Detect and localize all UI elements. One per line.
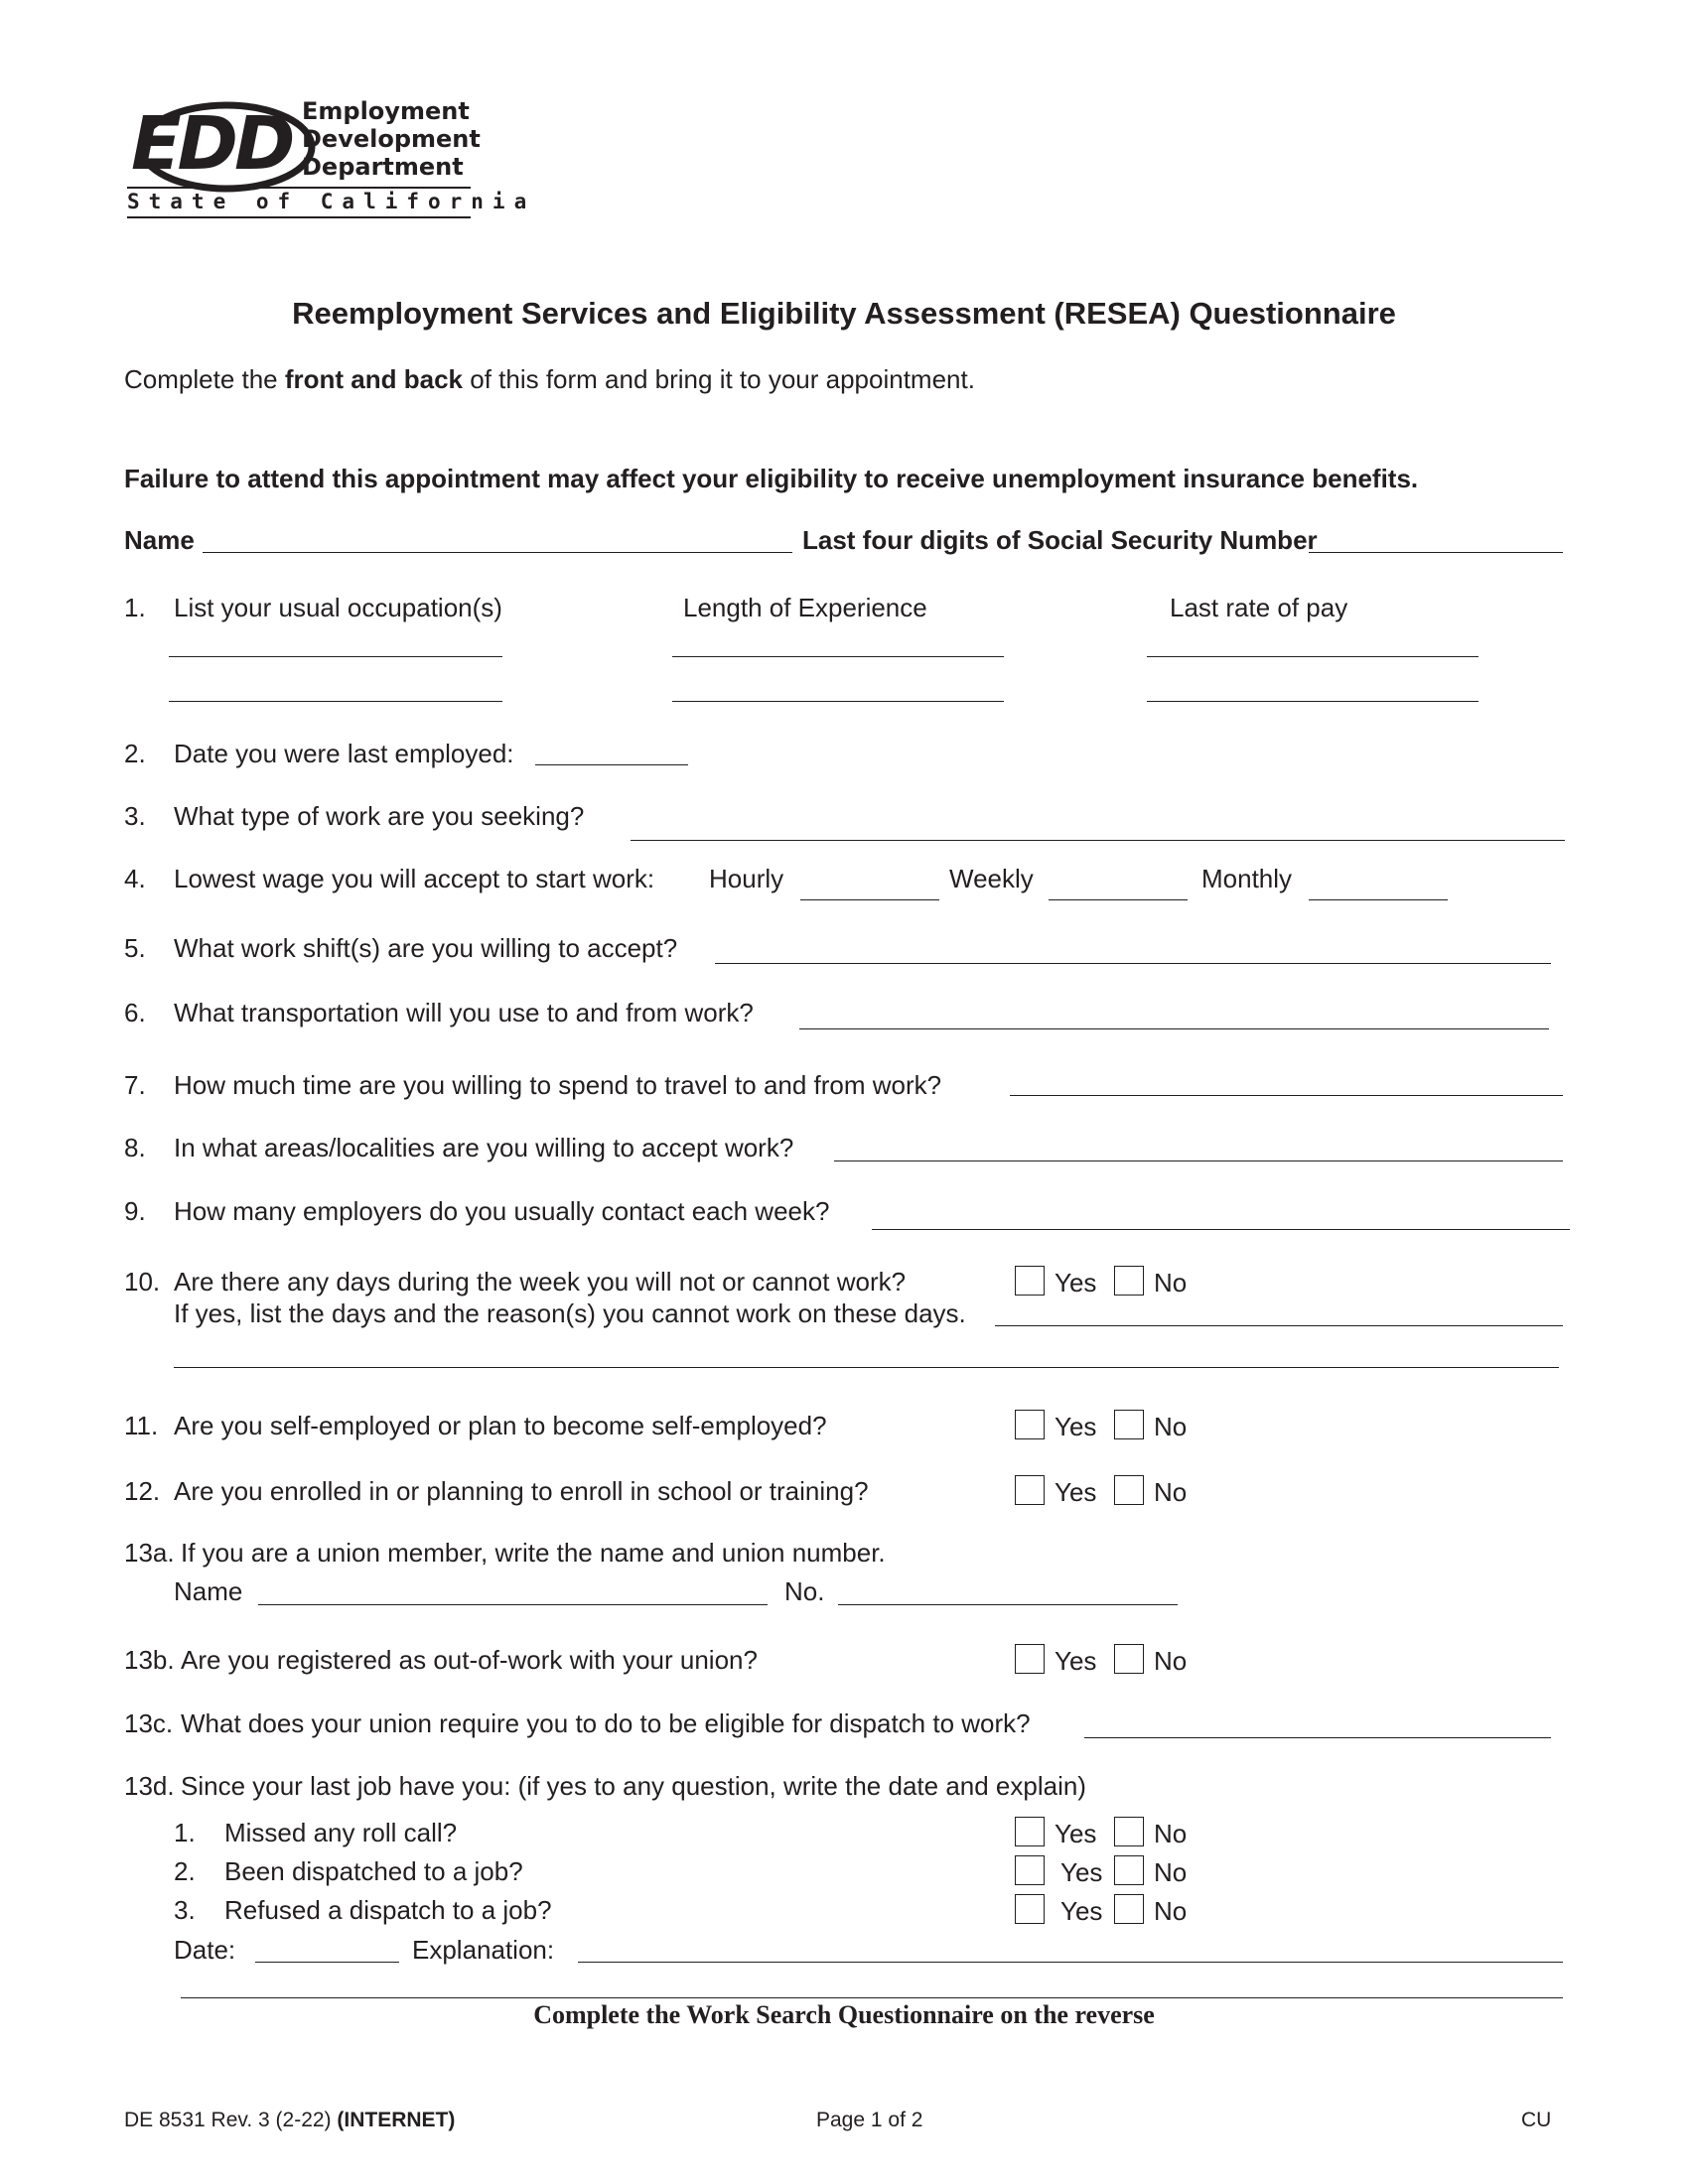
q2-number: 2. — [124, 739, 146, 768]
q10-no-checkbox[interactable] — [1114, 1266, 1144, 1296]
q12-yes-checkbox[interactable] — [1015, 1475, 1045, 1505]
q9-field[interactable] — [872, 1229, 1570, 1230]
q12-yes-label: Yes — [1055, 1477, 1097, 1507]
q3-field[interactable] — [631, 840, 1565, 841]
q13d-item-2-yes-label: Yes — [1060, 1857, 1103, 1887]
q9-number: 9. — [124, 1196, 146, 1226]
q4-hourly-field[interactable] — [800, 899, 939, 900]
logo-line-development: Development — [302, 125, 481, 153]
q13b-yes-label: Yes — [1055, 1646, 1097, 1676]
q13d-item-1-yes-checkbox[interactable] — [1015, 1817, 1045, 1846]
q13a-number: 13a. — [124, 1538, 175, 1568]
q13c-number: 13c. — [124, 1708, 174, 1738]
q11-no-label: No — [1154, 1412, 1188, 1441]
q8-field[interactable] — [834, 1160, 1563, 1161]
q4-hourly-label: Hourly — [709, 864, 784, 893]
q2-text: Date you were last employed: — [174, 739, 514, 768]
q12-no-label: No — [1154, 1477, 1188, 1507]
q4-weekly-label: Weekly — [949, 864, 1034, 893]
q13c-field[interactable] — [1084, 1737, 1551, 1738]
q7-text: How much time are you willing to spend to travel to and from work? — [174, 1070, 942, 1100]
q10-number: 10. — [124, 1267, 161, 1297]
q12-no-checkbox[interactable] — [1114, 1475, 1144, 1505]
q10-reason-field-2[interactable] — [174, 1367, 1559, 1368]
q11-number: 11. — [124, 1411, 159, 1440]
q13a-union-number-field[interactable] — [838, 1604, 1178, 1605]
q13b-no-checkbox[interactable] — [1114, 1644, 1144, 1674]
q13d-date-field[interactable] — [255, 1962, 399, 1963]
q13b-no-label: No — [1154, 1646, 1188, 1676]
q13d-number: 13d. — [124, 1771, 175, 1801]
logo-line-department: Department — [302, 153, 464, 181]
logo-line-employment: Employment — [302, 97, 470, 125]
q13d-item-3-no-checkbox[interactable] — [1114, 1894, 1144, 1924]
q13d-item-1-text: Missed any roll call? — [224, 1818, 458, 1847]
q13d-item-3-yes-checkbox[interactable] — [1015, 1894, 1045, 1924]
q13a-text: If you are a union member, write the name and union number. — [181, 1538, 886, 1568]
q1-experience-field-1[interactable] — [672, 656, 1004, 657]
q13d-item-2-no-checkbox[interactable] — [1114, 1855, 1144, 1885]
q10-subtext: If yes, list the days and the reason(s) you cannot work on these days. — [174, 1298, 966, 1328]
edd-logo — [127, 97, 536, 220]
q1-pay-field-2[interactable] — [1147, 701, 1478, 702]
logo-state: State of California — [127, 190, 536, 213]
q10-no-label: No — [1154, 1268, 1188, 1297]
q7-field[interactable] — [1010, 1095, 1563, 1096]
q6-text: What transportation will you use to and from work? — [174, 998, 754, 1027]
q1-occupation-field-1[interactable] — [169, 656, 502, 657]
q3-number: 3. — [124, 801, 146, 831]
q13d-explanation-label: Explanation: — [412, 1935, 555, 1965]
q13d-item-3-text: Refused a dispatch to a job? — [224, 1895, 552, 1925]
q4-weekly-field[interactable] — [1049, 899, 1188, 900]
q1-occupation-field-2[interactable] — [169, 701, 502, 702]
q13d-item-2-yes-checkbox[interactable] — [1015, 1855, 1045, 1885]
ssn-label: Last four digits of Social Security Number — [802, 525, 1318, 555]
q13d-item-1-no-label: No — [1154, 1819, 1188, 1848]
q1-experience-field-2[interactable] — [672, 701, 1004, 702]
intro-text — [124, 363, 975, 395]
q10-reason-field-1[interactable] — [995, 1325, 1563, 1326]
q13a-union-name-field[interactable] — [258, 1604, 768, 1605]
q13d-item-1-yes-label: Yes — [1055, 1819, 1097, 1848]
q13d-text: Since your last job have you: (if yes to any question, write the date and explain) — [181, 1771, 1086, 1801]
q1-col-experience: Length of Experience — [683, 593, 927, 622]
q13d-item-1-no-checkbox[interactable] — [1114, 1817, 1144, 1846]
q13d-item-2-text: Been dispatched to a job? — [224, 1856, 523, 1886]
q11-yes-checkbox[interactable] — [1015, 1410, 1045, 1439]
q8-number: 8. — [124, 1133, 146, 1162]
q8-text: In what areas/localities are you willing to accept work? — [174, 1133, 794, 1162]
form-id-text: DE 8531 Rev. 3 (2-22) — [124, 2109, 338, 2131]
q6-field[interactable] — [799, 1028, 1549, 1029]
q13c-text: What does your union require you to do to be eligible for dispatch to work? — [181, 1708, 1031, 1738]
form-id — [124, 2108, 455, 2133]
q10-yes-checkbox[interactable] — [1015, 1266, 1045, 1296]
warning-text: Failure to attend this appointment may affect your eligibility to receive unemployment insurance benefits. — [124, 464, 1419, 493]
intro-bold: front and back — [284, 364, 464, 394]
footer-divider — [181, 1997, 1563, 1998]
q12-text: Are you enrolled in or planning to enroll in school or training? — [174, 1476, 869, 1506]
q13d-date-label: Date: — [174, 1935, 236, 1965]
name-label: Name — [124, 525, 195, 555]
q3-text: What type of work are you seeking? — [174, 801, 585, 831]
intro-post: of this form and bring it to your appointment. — [463, 364, 975, 394]
form-title: Reemployment Services and Eligibility Assessment (RESEA) Questionnaire — [292, 296, 1396, 331]
q13d-item-2-no-label: No — [1154, 1857, 1188, 1887]
q4-monthly-label: Monthly — [1201, 864, 1293, 893]
q10-yes-label: Yes — [1055, 1268, 1097, 1297]
q1-pay-field-1[interactable] — [1147, 656, 1478, 657]
q13a-number-label: No. — [784, 1576, 825, 1606]
q2-field[interactable] — [535, 764, 688, 765]
q7-number: 7. — [124, 1070, 146, 1100]
q5-text: What work shift(s) are you willing to accept? — [174, 933, 678, 963]
q13b-text: Are you registered as out-of-work with your union? — [181, 1645, 758, 1675]
q10-text: Are there any days during the week you will not or cannot work? — [174, 1267, 907, 1297]
q12-number: 12. — [124, 1476, 161, 1506]
q4-number: 4. — [124, 864, 146, 893]
page-number: Page 1 of 2 — [816, 2109, 923, 2131]
name-field[interactable] — [203, 552, 792, 553]
q13a-name-label: Name — [174, 1576, 243, 1606]
q13d-item-3-yes-label: Yes — [1060, 1896, 1103, 1926]
q13d-explanation-field[interactable] — [578, 1962, 1563, 1963]
q9-text: How many employers do you usually contact each week? — [174, 1196, 830, 1226]
logo-rule-bottom — [127, 216, 471, 218]
q6-number: 6. — [124, 998, 146, 1027]
intro-pre: Complete the — [124, 364, 285, 394]
q1-col-pay: Last rate of pay — [1170, 593, 1348, 622]
q1-number: 1. — [124, 593, 146, 622]
q13d-item-3-no-label: No — [1154, 1896, 1188, 1926]
form-code: CU — [1521, 2109, 1552, 2131]
q13b-number: 13b. — [124, 1645, 175, 1675]
reverse-note: Complete the Work Search Questionnaire on the reverse — [533, 2000, 1155, 2029]
ssn-field[interactable] — [1309, 552, 1563, 553]
q11-text: Are you self-employed or plan to become self-employed? — [174, 1411, 827, 1440]
q1-col-occupation: List your usual occupation(s) — [174, 593, 502, 622]
form-id-internet: (INTERNET) — [337, 2109, 456, 2131]
q13d-item-3-number: 3. — [174, 1895, 196, 1925]
q5-field[interactable] — [715, 963, 1551, 964]
q13d-item-1-number: 1. — [174, 1818, 196, 1847]
edd-logo-mark: EDD — [131, 101, 292, 187]
q5-number: 5. — [124, 933, 146, 963]
q4-text: Lowest wage you will accept to start work: — [174, 864, 655, 893]
q4-monthly-field[interactable] — [1309, 899, 1448, 900]
q11-yes-label: Yes — [1055, 1412, 1097, 1441]
q13b-yes-checkbox[interactable] — [1015, 1644, 1045, 1674]
q11-no-checkbox[interactable] — [1114, 1410, 1144, 1439]
q13d-item-2-number: 2. — [174, 1856, 196, 1886]
